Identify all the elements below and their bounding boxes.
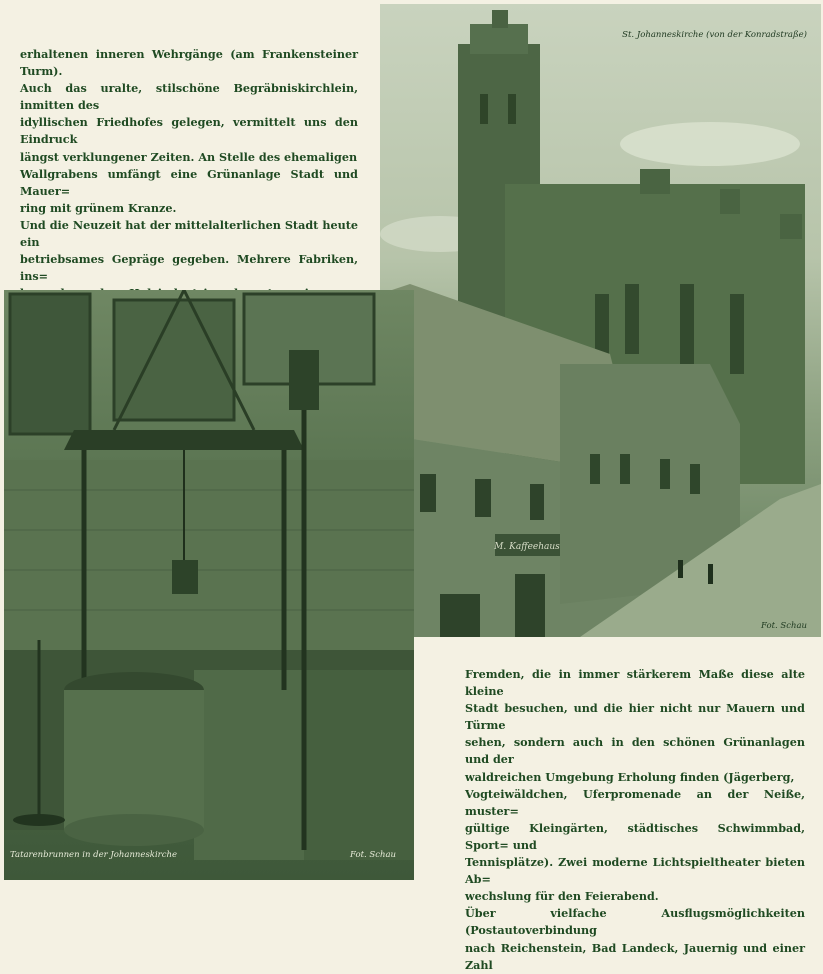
text-block-bottom bbox=[465, 666, 805, 974]
text-line: waldreichen Umgebung Erholung finden (Jägerberg, bbox=[465, 769, 795, 784]
text-line: sehen, sondern auch in den schönen Grünanlagen und der bbox=[465, 735, 805, 767]
church-photo-credit: Fot. Schau bbox=[761, 621, 807, 631]
text-line: wechslung für den Feierabend. bbox=[465, 889, 659, 904]
text-line: längst verklungener Zeiten. An Stelle des ehemaligen bbox=[20, 149, 358, 164]
text-line: Tennisplätze). Zwei moderne Lichtspieltheater bieten Ab= bbox=[465, 855, 805, 887]
well-photo bbox=[4, 290, 414, 880]
text-line: Über vielfache Ausflugsmöglichkeiten (Postautoverbindung bbox=[465, 906, 805, 938]
well-photo-caption: Tatarenbrunnen in der Johanneskirche bbox=[10, 850, 177, 860]
well-illustration bbox=[4, 290, 414, 880]
well-photo-credit: Fot. Schau bbox=[350, 850, 396, 860]
shop-sign: M. Kaffeehaus bbox=[494, 542, 560, 552]
church-photo-caption: St. Johanneskirche (von der Konradstraße) bbox=[622, 30, 807, 40]
text-line: Auch das uralte, stilschöne Begräbniskirchlein, inmitten des bbox=[20, 81, 358, 113]
text-line: Wallgrabens umfängt eine Grünanlage Stadt und Mauer= bbox=[20, 166, 358, 198]
text-line: nach Reichenstein, Bad Landeck, Jauernig und einer Zahl bbox=[465, 940, 805, 972]
church-illustration bbox=[380, 4, 821, 637]
text-line: gültige Kleingärten, städtisches Schwimmbad, Sport= und bbox=[465, 820, 805, 852]
text-line: Fremden, die in immer stärkerem Maße diese alte kleine bbox=[465, 667, 805, 699]
text-line: erhaltenen inneren Wehrgänge (am Frankensteiner Turm). bbox=[20, 47, 358, 79]
text-line: betriebsames Gepräge gegeben. Mehrere Fabriken, ins= bbox=[20, 252, 358, 284]
church-photo bbox=[380, 4, 821, 637]
text-line: Stadt besuchen, und die hier nicht nur Mauern und Türme bbox=[465, 701, 805, 733]
text-line: idyllischen Friedhofes gelegen, vermittelt uns den Eindruck bbox=[20, 115, 358, 147]
text-line: ring mit grünem Kranze. bbox=[20, 200, 177, 215]
text-line: Vogteiwäldchen, Uferpromenade an der Neiße, muster= bbox=[465, 786, 805, 818]
text-line: Und die Neuzeit hat der mittelalterlichen Stadt heute ein bbox=[20, 217, 358, 250]
